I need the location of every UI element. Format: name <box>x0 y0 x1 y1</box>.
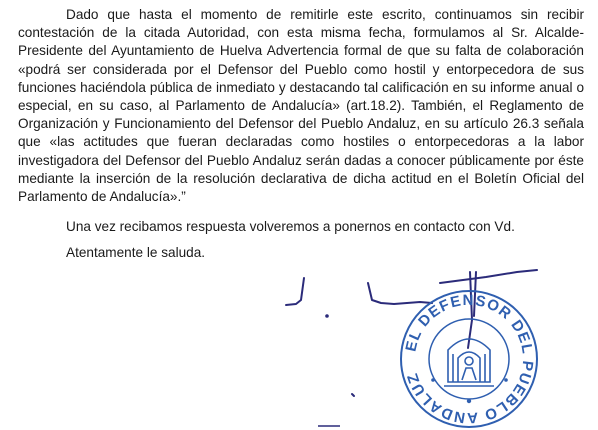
paragraph-main: Dado que hasta el momento de remitirle este escrito, continuamos sin recibir contestación de la citada Autoridad, con esta misma fecha, formulamos al Sr. Alcalde-Presidente del Ayuntamiento de Huelva Advertencia formal de que su falta de colaboración «podrá ser considerada por el Defensor del Pueblo como hostil y entorpecedora de sus funciones haciéndola pública de inmediato y destacando tal calificación en su informe anual o especial, en su caso, al Parlamento de Andalucía» (art.18.2). También, el Reglamento de Organización y Funcionamiento del Defensor del Pueblo Andaluz, en su artículo 26.3 señala que «las actitudes que fueran declaradas como hostiles o entorpecedoras a la labor investigadora del Defensor del Pueblo Andaluz serán dadas a conocer públicamente por éste mediante la inserción de la resolución declarativa de dicha actitud en el Boletín Oficial del Parlamento de Andalucía».” <box>18 7 584 205</box>
svg-text:EL DEFENSOR DEL PUEBLO ANDALUZ: EL DEFENSOR DEL PUEBLO ANDALUZ <box>402 291 537 427</box>
seal-lettering <box>402 292 536 426</box>
letter-body <box>18 6 584 263</box>
paragraph-closing: Atentamente le saluda. <box>66 245 206 261</box>
paragraph-followup: Una vez recibamos respuesta volveremos a ponernos en contacto con Vd. <box>66 219 515 235</box>
official-seal <box>398 288 540 430</box>
seal-emblem-icon <box>444 339 494 386</box>
